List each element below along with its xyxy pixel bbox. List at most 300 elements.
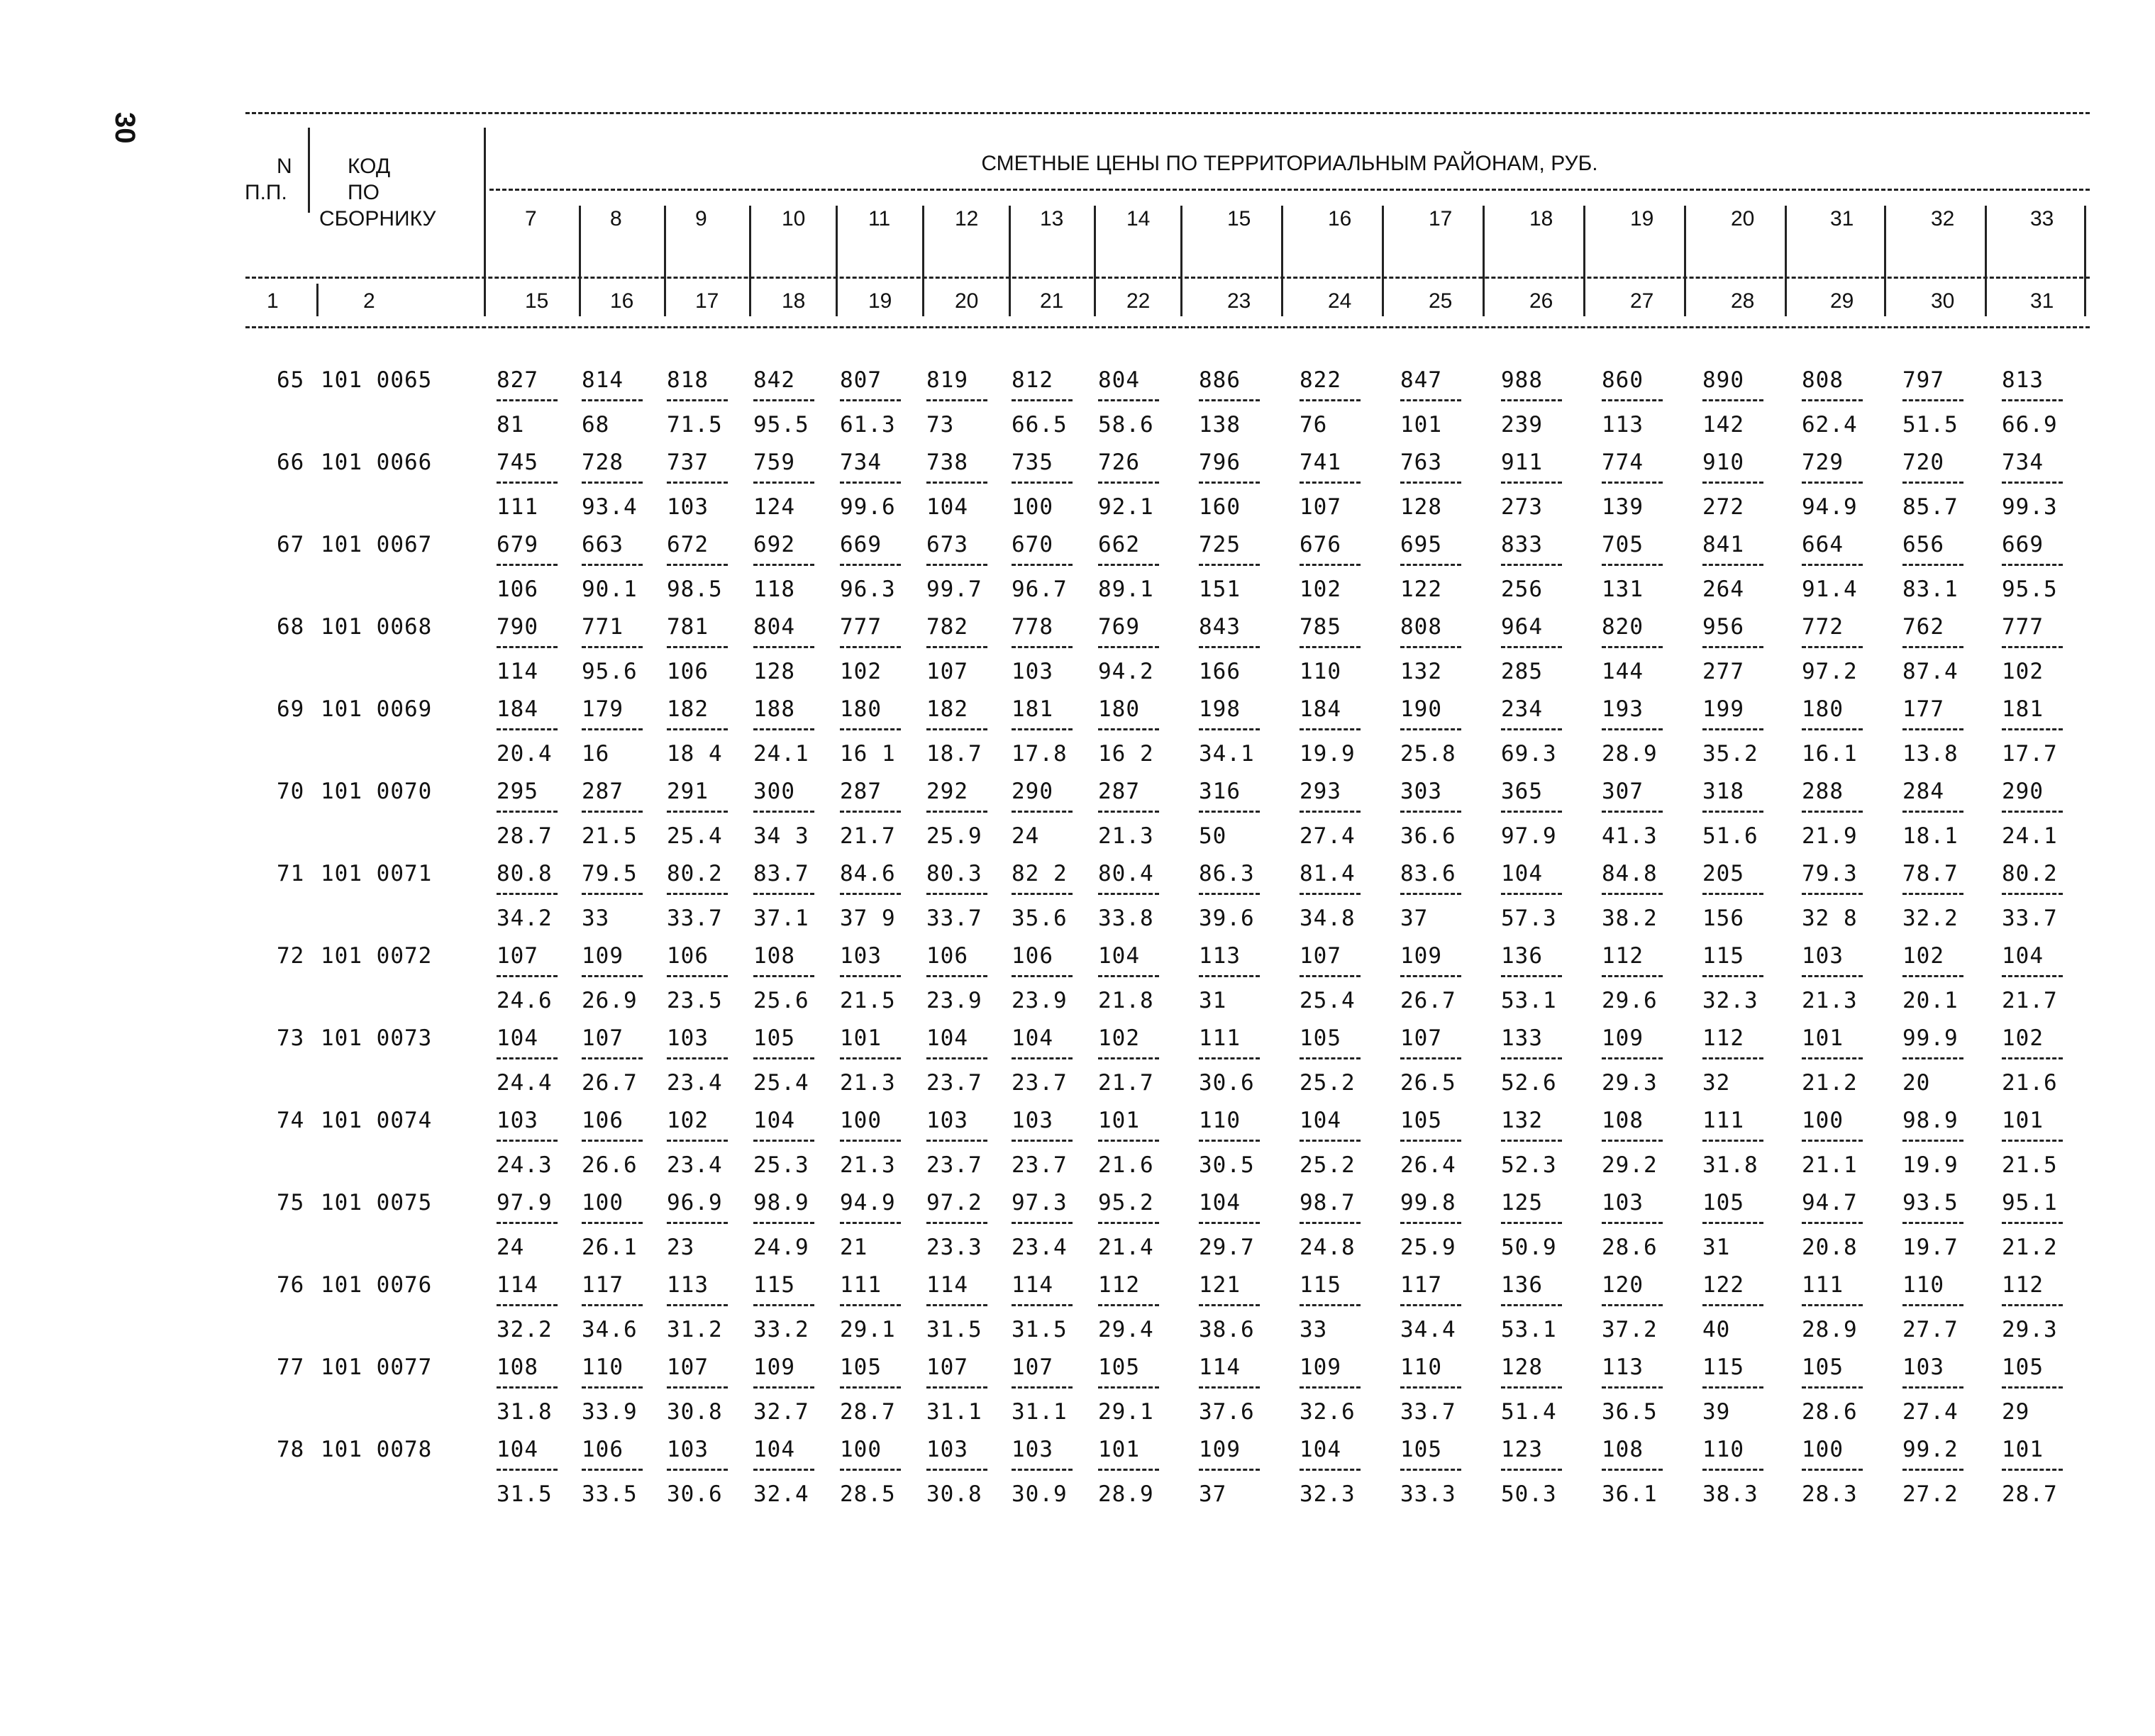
price-component: 40 bbox=[1702, 1317, 1731, 1342]
price-cell bbox=[1012, 1272, 1084, 1342]
price-component: 33.5 bbox=[582, 1481, 638, 1507]
price-total: 115 bbox=[1702, 1354, 1744, 1380]
price-cell bbox=[1098, 1437, 1170, 1507]
price-component: 28.9 bbox=[1602, 741, 1658, 767]
price-total: 104 bbox=[926, 1025, 968, 1051]
price-cell bbox=[1199, 943, 1271, 1013]
price-component: 37.1 bbox=[753, 906, 809, 931]
price-cell bbox=[926, 532, 999, 602]
fraction-rule bbox=[1300, 1469, 1372, 1481]
fraction-rule bbox=[1400, 893, 1473, 906]
price-component: 16 bbox=[582, 741, 610, 767]
price-cell bbox=[1199, 861, 1271, 931]
column-number: 15 bbox=[525, 289, 549, 313]
region-header: 11 bbox=[868, 207, 891, 230]
header-colnum-1: 1 bbox=[267, 289, 279, 313]
price-component: 21.7 bbox=[1098, 1070, 1154, 1096]
price-component: 21.5 bbox=[840, 988, 896, 1013]
price-cell bbox=[1702, 1437, 1775, 1507]
fraction-rule bbox=[1300, 564, 1372, 577]
price-component: 106 bbox=[497, 577, 538, 602]
fraction-rule bbox=[2002, 1304, 2074, 1317]
header-colnum-2: 2 bbox=[363, 289, 375, 313]
price-cell bbox=[582, 1272, 654, 1342]
fraction-rule bbox=[1602, 399, 1674, 412]
header-pp-label: П.П. bbox=[245, 181, 287, 204]
fraction-rule bbox=[1400, 1222, 1473, 1235]
price-component: 106 bbox=[667, 659, 709, 684]
fraction-rule bbox=[667, 728, 739, 741]
price-cell bbox=[1802, 614, 1874, 684]
price-component: 25.4 bbox=[667, 823, 723, 849]
price-total: 729 bbox=[1802, 450, 1844, 475]
header-separator bbox=[1785, 206, 1787, 316]
sub-rule bbox=[245, 277, 2090, 279]
price-component: 138 bbox=[1199, 412, 1241, 438]
fraction-rule bbox=[753, 1140, 826, 1152]
price-cell bbox=[1802, 1190, 1874, 1260]
fraction-rule bbox=[2002, 811, 2074, 823]
price-component: 29.3 bbox=[1602, 1070, 1658, 1096]
price-cell bbox=[840, 1025, 912, 1096]
price-cell bbox=[497, 1190, 569, 1260]
price-total: 84.6 bbox=[840, 861, 896, 886]
price-component: 25.4 bbox=[753, 1070, 809, 1096]
row-number: 72 bbox=[277, 943, 305, 969]
price-component: 29.3 bbox=[2002, 1317, 2058, 1342]
price-component: 32.2 bbox=[1902, 906, 1959, 931]
fraction-rule bbox=[840, 482, 912, 494]
fraction-rule bbox=[497, 564, 569, 577]
price-cell bbox=[753, 1025, 826, 1096]
price-component: 21.9 bbox=[1802, 823, 1858, 849]
price-total: 114 bbox=[926, 1272, 968, 1298]
price-component: 33.8 bbox=[1098, 906, 1154, 931]
fraction-rule bbox=[1199, 1140, 1271, 1152]
fraction-rule bbox=[1802, 1222, 1874, 1235]
price-component: 50.3 bbox=[1501, 1481, 1557, 1507]
price-cell bbox=[926, 861, 999, 931]
price-cell bbox=[1602, 450, 1674, 520]
page-number: 30 bbox=[109, 112, 140, 144]
fraction-rule bbox=[1902, 1469, 1975, 1481]
price-total: 726 bbox=[1098, 450, 1140, 475]
header-separator bbox=[1281, 206, 1283, 316]
price-total: 80.8 bbox=[497, 861, 553, 886]
price-cell bbox=[667, 943, 739, 1013]
price-total: 656 bbox=[1902, 532, 1944, 557]
price-total: 303 bbox=[1400, 779, 1442, 804]
fraction-rule bbox=[1400, 728, 1473, 741]
price-cell bbox=[1702, 614, 1775, 684]
fraction-rule bbox=[1902, 1304, 1975, 1317]
price-total: 113 bbox=[1199, 943, 1241, 969]
price-component: 31.1 bbox=[926, 1399, 982, 1425]
fraction-rule bbox=[926, 728, 999, 741]
fraction-rule bbox=[1501, 482, 1573, 494]
price-total: 98.7 bbox=[1300, 1190, 1356, 1215]
price-total: 771 bbox=[582, 614, 624, 640]
price-total: 111 bbox=[840, 1272, 882, 1298]
price-total: 104 bbox=[497, 1437, 538, 1462]
fraction-rule bbox=[926, 1140, 999, 1152]
price-total: 78.7 bbox=[1902, 861, 1959, 886]
fraction-rule bbox=[2002, 1386, 2074, 1399]
price-component: 31.8 bbox=[497, 1399, 553, 1425]
fraction-rule bbox=[1602, 1469, 1674, 1481]
price-total: 103 bbox=[1902, 1354, 1944, 1380]
price-total: 109 bbox=[1400, 943, 1442, 969]
fraction-rule bbox=[840, 1469, 912, 1481]
price-total: 734 bbox=[840, 450, 882, 475]
price-component: 24.4 bbox=[497, 1070, 553, 1096]
price-component: 156 bbox=[1702, 906, 1744, 931]
price-total: 111 bbox=[1199, 1025, 1241, 1051]
price-cell bbox=[926, 1108, 999, 1178]
price-component: 104 bbox=[926, 494, 968, 520]
price-component: 33 bbox=[1300, 1317, 1328, 1342]
price-cell bbox=[1199, 532, 1271, 602]
price-component: 66.9 bbox=[2002, 412, 2058, 438]
price-cell bbox=[1400, 1437, 1473, 1507]
fraction-rule bbox=[926, 399, 999, 412]
price-component: 21.3 bbox=[1098, 823, 1154, 849]
price-cell bbox=[667, 861, 739, 931]
row-code: 101 0075 bbox=[321, 1190, 433, 1215]
price-cell bbox=[840, 614, 912, 684]
price-component: 97.2 bbox=[1802, 659, 1858, 684]
price-cell bbox=[2002, 367, 2074, 438]
fraction-rule bbox=[1400, 811, 1473, 823]
fraction-rule bbox=[1199, 1386, 1271, 1399]
fraction-rule bbox=[497, 646, 569, 659]
price-cell bbox=[582, 532, 654, 602]
fraction-rule bbox=[667, 1222, 739, 1235]
fraction-rule bbox=[1199, 1469, 1271, 1481]
price-component: 128 bbox=[1400, 494, 1442, 520]
fraction-rule bbox=[1400, 1304, 1473, 1317]
price-component: 18 4 bbox=[667, 741, 723, 767]
price-cell bbox=[1400, 696, 1473, 767]
price-component: 23.9 bbox=[926, 988, 982, 1013]
price-component: 32.7 bbox=[753, 1399, 809, 1425]
price-cell bbox=[1400, 1025, 1473, 1096]
price-total: 107 bbox=[1400, 1025, 1442, 1051]
fraction-rule bbox=[1300, 1222, 1372, 1235]
price-component: 110 bbox=[1300, 659, 1341, 684]
fraction-rule bbox=[582, 564, 654, 577]
fraction-rule bbox=[1802, 1057, 1874, 1070]
fraction-rule bbox=[497, 1222, 569, 1235]
price-component: 20.1 bbox=[1902, 988, 1959, 1013]
price-component: 90.1 bbox=[582, 577, 638, 602]
price-cell bbox=[1012, 1354, 1084, 1425]
price-component: 93.4 bbox=[582, 494, 638, 520]
fraction-rule bbox=[2002, 399, 2074, 412]
price-cell bbox=[582, 450, 654, 520]
price-cell bbox=[1902, 1108, 1975, 1178]
price-total: 705 bbox=[1602, 532, 1644, 557]
price-total: 101 bbox=[2002, 1437, 2044, 1462]
price-total: 104 bbox=[1012, 1025, 1053, 1051]
price-total: 105 bbox=[1702, 1190, 1744, 1215]
fraction-rule bbox=[926, 975, 999, 988]
fraction-rule bbox=[582, 811, 654, 823]
price-component: 34.8 bbox=[1300, 906, 1356, 931]
price-total: 735 bbox=[1012, 450, 1053, 475]
fraction-rule bbox=[497, 1469, 569, 1481]
fraction-rule bbox=[1199, 728, 1271, 741]
fraction-rule bbox=[840, 893, 912, 906]
row-number: 74 bbox=[277, 1108, 305, 1133]
price-total: 745 bbox=[497, 450, 538, 475]
price-component: 21.8 bbox=[1098, 988, 1154, 1013]
price-cell bbox=[753, 1354, 826, 1425]
fraction-rule bbox=[1602, 975, 1674, 988]
price-cell bbox=[497, 614, 569, 684]
price-total: 103 bbox=[667, 1437, 709, 1462]
price-total: 365 bbox=[1501, 779, 1543, 804]
price-component: 33.2 bbox=[753, 1317, 809, 1342]
header-separator bbox=[316, 284, 318, 316]
price-component: 273 bbox=[1501, 494, 1543, 520]
region-header: 20 bbox=[1731, 207, 1755, 230]
price-total: 808 bbox=[1400, 614, 1442, 640]
price-cell bbox=[1501, 532, 1573, 602]
price-total: 99.8 bbox=[1400, 1190, 1456, 1215]
price-total: 101 bbox=[1098, 1437, 1140, 1462]
price-component: 52.6 bbox=[1501, 1070, 1557, 1096]
price-cell bbox=[667, 532, 739, 602]
price-component: 23.4 bbox=[1012, 1235, 1068, 1260]
price-component: 23.4 bbox=[667, 1152, 723, 1178]
price-total: 95.2 bbox=[1098, 1190, 1154, 1215]
fraction-rule bbox=[1098, 975, 1170, 988]
fraction-rule bbox=[1400, 646, 1473, 659]
price-total: 82 2 bbox=[1012, 861, 1068, 886]
price-cell bbox=[1300, 1272, 1372, 1342]
fraction-rule bbox=[582, 1140, 654, 1152]
price-cell bbox=[1098, 1190, 1170, 1260]
price-component: 37 bbox=[1400, 906, 1429, 931]
price-cell bbox=[1012, 1190, 1084, 1260]
price-cell bbox=[1602, 861, 1674, 931]
fraction-rule bbox=[1602, 1222, 1674, 1235]
price-component: 92.1 bbox=[1098, 494, 1154, 520]
price-component: 107 bbox=[926, 659, 968, 684]
price-total: 80.3 bbox=[926, 861, 982, 886]
fraction-rule bbox=[1098, 1057, 1170, 1070]
column-number: 28 bbox=[1731, 289, 1755, 313]
price-cell bbox=[1501, 943, 1573, 1013]
price-total: 812 bbox=[1012, 367, 1053, 393]
price-cell bbox=[667, 696, 739, 767]
column-number: 31 bbox=[2030, 289, 2054, 313]
price-cell bbox=[2002, 779, 2074, 849]
fraction-rule bbox=[2002, 1140, 2074, 1152]
price-component: 26.7 bbox=[582, 1070, 638, 1096]
region-header: 16 bbox=[1328, 207, 1352, 230]
price-component: 71.5 bbox=[667, 412, 723, 438]
price-cell bbox=[1400, 1190, 1473, 1260]
price-component: 28.7 bbox=[2002, 1481, 2058, 1507]
fraction-rule bbox=[926, 893, 999, 906]
fraction-rule bbox=[582, 975, 654, 988]
price-cell bbox=[1012, 861, 1084, 931]
price-cell bbox=[1098, 779, 1170, 849]
row-number: 65 bbox=[277, 367, 305, 393]
price-component: 113 bbox=[1602, 412, 1644, 438]
fraction-rule bbox=[1602, 728, 1674, 741]
column-number: 19 bbox=[868, 289, 892, 313]
region-header: 18 bbox=[1529, 207, 1553, 230]
price-component: 30.9 bbox=[1012, 1481, 1068, 1507]
price-total: 136 bbox=[1501, 943, 1543, 969]
fraction-rule bbox=[1702, 646, 1775, 659]
price-component: 30.8 bbox=[667, 1399, 723, 1425]
price-total: 80.2 bbox=[2002, 861, 2058, 886]
price-cell bbox=[1602, 614, 1674, 684]
price-component: 33.7 bbox=[2002, 906, 2058, 931]
price-component: 89.1 bbox=[1098, 577, 1154, 602]
fraction-rule bbox=[582, 728, 654, 741]
price-total: 763 bbox=[1400, 450, 1442, 475]
price-total: 120 bbox=[1602, 1272, 1644, 1298]
price-total: 886 bbox=[1199, 367, 1241, 393]
price-total: 181 bbox=[1012, 696, 1053, 722]
price-cell bbox=[667, 1190, 739, 1260]
price-cell bbox=[1602, 1190, 1674, 1260]
price-cell bbox=[926, 779, 999, 849]
row-number: 75 bbox=[277, 1190, 305, 1215]
price-cell bbox=[667, 1437, 739, 1507]
price-cell bbox=[1400, 614, 1473, 684]
fraction-rule bbox=[1902, 811, 1975, 823]
price-component: 99.3 bbox=[2002, 494, 2058, 520]
price-cell bbox=[1300, 367, 1372, 438]
header-separator bbox=[1684, 206, 1686, 316]
price-component: 30.6 bbox=[667, 1481, 723, 1507]
price-total: 827 bbox=[497, 367, 538, 393]
price-component: 36.5 bbox=[1602, 1399, 1658, 1425]
fraction-rule bbox=[1702, 399, 1775, 412]
fraction-rule bbox=[753, 564, 826, 577]
price-cell bbox=[926, 1272, 999, 1342]
fraction-rule bbox=[1902, 1140, 1975, 1152]
fraction-rule bbox=[1199, 482, 1271, 494]
price-cell bbox=[753, 532, 826, 602]
price-component: 103 bbox=[1012, 659, 1053, 684]
price-component: 32 8 bbox=[1802, 906, 1858, 931]
row-number: 69 bbox=[277, 696, 305, 722]
row-number: 70 bbox=[277, 779, 305, 804]
fraction-rule bbox=[840, 1057, 912, 1070]
fraction-rule bbox=[1501, 1304, 1573, 1317]
price-total: 769 bbox=[1098, 614, 1140, 640]
price-total: 109 bbox=[1199, 1437, 1241, 1462]
fraction-rule bbox=[1501, 399, 1573, 412]
price-total: 316 bbox=[1199, 779, 1241, 804]
price-component: 23.7 bbox=[926, 1152, 982, 1178]
region-header: 31 bbox=[1830, 207, 1854, 230]
fraction-rule bbox=[926, 1304, 999, 1317]
fraction-rule bbox=[1702, 1222, 1775, 1235]
price-component: 39.6 bbox=[1199, 906, 1255, 931]
fraction-rule bbox=[1602, 1304, 1674, 1317]
price-total: 287 bbox=[1098, 779, 1140, 804]
price-component: 21.3 bbox=[840, 1152, 896, 1178]
price-cell bbox=[753, 779, 826, 849]
price-total: 105 bbox=[1802, 1354, 1844, 1380]
price-component: 118 bbox=[753, 577, 795, 602]
price-component: 38.2 bbox=[1602, 906, 1658, 931]
price-component: 33 bbox=[582, 906, 610, 931]
price-component: 68 bbox=[582, 412, 610, 438]
price-cell bbox=[1300, 1437, 1372, 1507]
price-total: 103 bbox=[497, 1108, 538, 1133]
column-number: 26 bbox=[1529, 289, 1553, 313]
fraction-rule bbox=[1501, 1057, 1573, 1070]
price-component: 96.3 bbox=[840, 577, 896, 602]
price-component: 23.4 bbox=[667, 1070, 723, 1096]
price-cell bbox=[1702, 943, 1775, 1013]
price-total: 110 bbox=[1199, 1108, 1241, 1133]
fraction-rule bbox=[1300, 646, 1372, 659]
price-component: 31.5 bbox=[497, 1481, 553, 1507]
column-number: 30 bbox=[1931, 289, 1955, 313]
header-separator bbox=[836, 206, 838, 316]
price-total: 100 bbox=[582, 1190, 624, 1215]
price-total: 108 bbox=[497, 1354, 538, 1380]
price-component: 28.9 bbox=[1802, 1317, 1858, 1342]
row-code: 101 0076 bbox=[321, 1272, 433, 1298]
fraction-rule bbox=[1300, 482, 1372, 494]
price-component: 31 bbox=[1199, 988, 1227, 1013]
fraction-rule bbox=[2002, 564, 2074, 577]
header-separator bbox=[1483, 206, 1485, 316]
price-cell bbox=[753, 1108, 826, 1178]
price-component: 21.7 bbox=[2002, 988, 2058, 1013]
price-cell bbox=[1702, 1272, 1775, 1342]
price-component: 24.9 bbox=[753, 1235, 809, 1260]
price-cell bbox=[1602, 1272, 1674, 1342]
price-total: 117 bbox=[582, 1272, 624, 1298]
region-header: 10 bbox=[782, 207, 806, 230]
price-total: 778 bbox=[1012, 614, 1053, 640]
price-component: 29.1 bbox=[840, 1317, 896, 1342]
title-rule bbox=[489, 189, 2090, 191]
price-cell bbox=[1501, 1272, 1573, 1342]
fraction-rule bbox=[753, 1386, 826, 1399]
price-cell bbox=[667, 1272, 739, 1342]
price-component: 38.3 bbox=[1702, 1481, 1758, 1507]
price-total: 103 bbox=[926, 1108, 968, 1133]
price-component: 26.5 bbox=[1400, 1070, 1456, 1096]
price-cell bbox=[1602, 532, 1674, 602]
price-cell bbox=[1300, 696, 1372, 767]
price-total: 97.9 bbox=[497, 1190, 553, 1215]
price-cell bbox=[1501, 779, 1573, 849]
fraction-rule bbox=[1400, 482, 1473, 494]
price-cell bbox=[1802, 367, 1874, 438]
price-cell bbox=[1902, 1025, 1975, 1096]
price-component: 256 bbox=[1501, 577, 1543, 602]
fraction-rule bbox=[667, 893, 739, 906]
price-component: 23.3 bbox=[926, 1235, 982, 1260]
fraction-rule bbox=[582, 482, 654, 494]
fraction-rule bbox=[926, 1469, 999, 1481]
price-cell bbox=[1098, 614, 1170, 684]
